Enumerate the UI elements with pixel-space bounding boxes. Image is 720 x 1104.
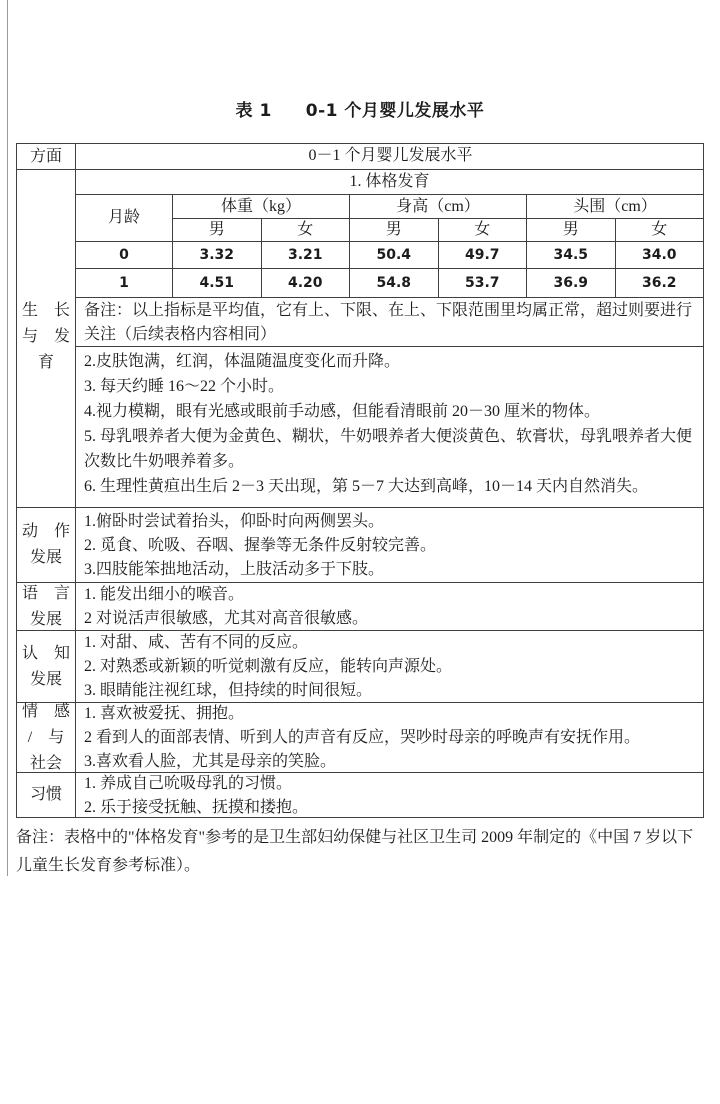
growth-average-note: 备注：以上指标是平均值，它有上、下限、在上、下限范围里均属正常，超过则要进行关注（后续表格内容相同） <box>76 298 703 347</box>
cell-weight-female-0: 3.21 <box>261 242 350 269</box>
motor-item: 3.四肢能笨拙地活动，上肢活动多于下肢。 <box>84 560 385 578</box>
cognitive-item: 1. 对甜、咸、苦有不同的反应。 <box>84 634 309 651</box>
development-table <box>16 143 704 818</box>
emotional-label-line: 情 感 <box>21 702 70 720</box>
growth-item: 3. 每天约睡 16～22 个小时。 <box>84 378 285 395</box>
language-item: 2 对说活声很敏感，尤其对高音很敏感。 <box>84 610 369 627</box>
column-header-weight: 体重（kg） <box>172 195 349 219</box>
table-row-cognitive-development <box>17 630 703 702</box>
emotional-label-line: / 与 <box>27 728 65 746</box>
column-header-height: 身高（cm） <box>349 195 526 219</box>
emotional-item: 1. 喜欢被爱抚、拥抱。 <box>84 705 245 722</box>
table-row-language-development <box>17 582 703 630</box>
cognitive-label-line: 发展 <box>29 670 62 688</box>
growth-item: 2.皮肤饱满，红润，体温随温度变化而升降。 <box>84 353 401 370</box>
subheader-male: 男 <box>172 219 261 242</box>
growth-label-cell <box>17 170 76 507</box>
measurements-table <box>76 195 703 298</box>
cognitive-label-line: 认 知 <box>21 644 70 662</box>
language-label-line: 发展 <box>29 610 62 628</box>
subheader-female: 女 <box>615 219 704 242</box>
column-header-head-circumference: 头围（cm） <box>526 195 703 219</box>
cell-height-female-1: 53.7 <box>438 269 527 298</box>
table-row-aspect <box>17 144 703 169</box>
table-row-habits <box>17 772 703 817</box>
habits-label-cell <box>17 773 76 817</box>
habits-label-line: 习惯 <box>29 786 62 803</box>
motor-items <box>76 508 703 582</box>
physical-development-heading: 1. 体格发育 <box>76 170 703 195</box>
habits-items <box>76 773 703 817</box>
cell-head-male-1: 36.9 <box>526 269 615 298</box>
cell-weight-female-1: 4.20 <box>261 269 350 298</box>
language-items <box>76 583 703 630</box>
subheader-male: 男 <box>526 219 615 242</box>
title-text: 0-1 个月婴儿发展水平 <box>305 101 485 121</box>
cognitive-item: 2. 对熟悉或新颖的听觉刺激有反应，能转向声源处。 <box>84 658 453 675</box>
cell-head-male-0: 34.5 <box>526 242 615 269</box>
cell-weight-male-1: 4.51 <box>172 269 261 298</box>
emotional-items <box>76 703 703 772</box>
table-row-motor-development <box>17 507 703 582</box>
cell-height-male-0: 50.4 <box>349 242 438 269</box>
growth-item: 5. 母乳喂养者大便为金黄色、糊状，牛奶喂养者大便淡黄色、软膏状，母乳喂养者大便次数比牛奶喂养着多。 <box>84 428 693 470</box>
habits-item: 2. 乐于接受抚触、抚摸和搂抱。 <box>84 798 309 816</box>
aspect-label-cell <box>17 144 76 169</box>
cell-weight-male-0: 3.32 <box>172 242 261 269</box>
language-label-cell <box>17 583 76 630</box>
motor-label-cell <box>17 508 76 582</box>
column-header-month-age: 月龄 <box>76 195 172 242</box>
table-row-growth <box>17 169 703 507</box>
cell-height-female-0: 49.7 <box>438 242 527 269</box>
aspect-label: 方面 <box>29 147 62 165</box>
table-row-emotional-social <box>17 702 703 772</box>
scan-edge-line <box>7 0 8 876</box>
motor-label-line: 动 作 <box>21 523 70 541</box>
cell-month-1: 1 <box>76 269 172 298</box>
cell-head-female-0: 34.0 <box>615 242 704 269</box>
growth-label-line: 生 长 <box>21 302 70 319</box>
emotional-label-line: 社会 <box>29 754 62 772</box>
subheader-male: 男 <box>349 219 438 242</box>
cognitive-item: 3. 眼睛能注视红球，但持续的时间很短。 <box>84 682 373 699</box>
growth-label-line: 育 <box>37 354 54 371</box>
growth-item: 6. 生理性黄疸出生后 2－3 天出现，第 5－7 大达到高峰，10－14 天内自然消失。 <box>84 478 649 495</box>
growth-items <box>76 347 703 507</box>
emotional-item: 2 看到人的面部表情、听到人的声音有反应，哭吵时母亲的呼晚声有安抚作用。 <box>84 729 641 746</box>
motor-item: 1.俯卧时尝试着抬头，仰卧时向两侧罢头。 <box>84 512 385 530</box>
cognitive-items <box>76 631 703 702</box>
growth-item: 4.视力模糊，眼有光感或眼前手动感，但能看清眼前 20－30 厘米的物体。 <box>84 403 601 420</box>
cognitive-label-cell <box>17 631 76 702</box>
table-footnote: 备注：表格中的"体格发育"参考的是卫生部妇幼保健与社区卫生司 2009 年制定的《中国 7 岁以下儿童生长发育参考标准）。 <box>16 829 694 874</box>
aspect-value-cell: 0－1 个月婴儿发展水平 <box>308 147 473 164</box>
motor-label-line: 发展 <box>29 549 62 567</box>
subheader-female: 女 <box>261 219 350 242</box>
motor-item: 2. 觅食、吮吸、吞咽、握拳等无条件反射较完善。 <box>84 536 437 554</box>
title-table-number: 表 1 <box>235 101 272 121</box>
language-label-line: 语 言 <box>21 584 70 602</box>
cell-height-male-1: 54.8 <box>349 269 438 298</box>
cell-head-female-1: 36.2 <box>615 269 704 298</box>
growth-label-line: 与 发 <box>21 328 70 345</box>
emotional-item: 3.喜欢看人脸，尤其是母亲的笑脸。 <box>84 753 337 770</box>
cell-month-0: 0 <box>76 242 172 269</box>
emotional-label-cell <box>17 703 76 772</box>
habits-item: 1. 养成自己吮吸母乳的习惯。 <box>84 774 293 792</box>
subheader-female: 女 <box>438 219 527 242</box>
growth-content <box>76 170 703 507</box>
document-title <box>0 96 720 121</box>
language-item: 1. 能发出细小的喉音。 <box>84 586 245 603</box>
